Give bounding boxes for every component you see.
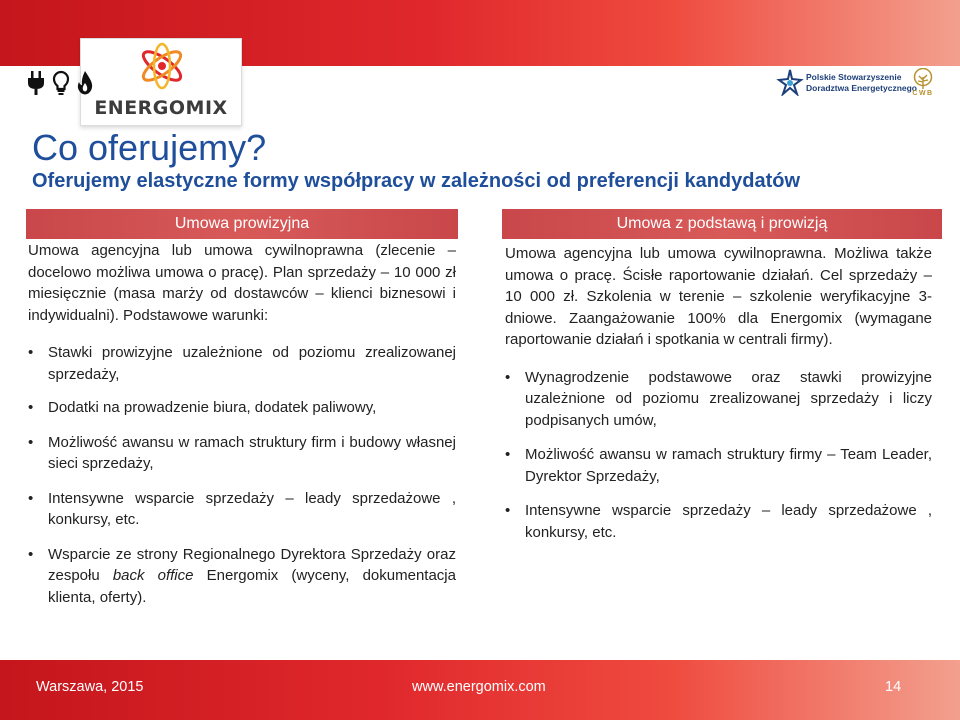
- right-column-body: [505, 243, 932, 556]
- psde-line2: Doradztwa Energetycznego: [806, 83, 917, 93]
- footer-location-date: Warszawa, 2015: [36, 679, 144, 695]
- energomix-logo[interactable]: [80, 38, 242, 126]
- psde-star-icon: [776, 68, 804, 96]
- psde-logo: [776, 68, 917, 98]
- right-bullet-3: • Intensywne wsparcie sprzedaży – leady sprzedażowe , konkursy, etc.: [505, 500, 932, 543]
- psde-line1: Polskie Stowarzyszenie: [806, 72, 902, 82]
- left-bullet-5-part2: Energomix (wyceny, dokumentacja klienta, oferty).: [48, 567, 456, 606]
- cwb-label: CWB: [912, 90, 934, 97]
- flame-icon: [76, 70, 94, 96]
- left-bullet-1: • Stawki prowizyjne uzależnione od poziomu zrealizowanej sprzedaży,: [28, 342, 456, 385]
- page-title: Co oferujemy?: [32, 127, 267, 168]
- left-bullet-2: • Dodatki na prowadzenie biura, dodatek paliwowy,: [28, 397, 456, 419]
- lightbulb-icon: [52, 70, 70, 96]
- right-bullet-list: [505, 367, 932, 544]
- footer-page-number: 14: [885, 679, 902, 695]
- cwb-logo: [906, 68, 940, 100]
- right-column-header: Umowa z podstawą i prowizją: [502, 209, 942, 239]
- left-bullet-3: • Możliwość awansu w ramach struktury firm i budowy własnej sieci sprzedaży,: [28, 432, 456, 475]
- left-bullet-list: [28, 342, 456, 608]
- left-bullet-5-part1: Wsparcie ze strony Regionalnego Dyrektora Sprzedaży oraz zespołu: [48, 545, 456, 584]
- left-intro: Umowa agencyjna lub umowa cywilnoprawna (zlecenie – docelowo możliwa umowa o pracę). Plan sprzedaży – 10 000 zł miesięcznie (masa marży od dostawców – klienci biznesowi i indywidualni). Podstawowe warunki:: [28, 242, 456, 324]
- orbit-atom-icon: [137, 41, 187, 91]
- utility-icons: [26, 68, 94, 98]
- tree-icon: [910, 68, 936, 90]
- left-column-body: [28, 240, 456, 621]
- right-intro: Umowa agencyjna lub umowa cywilnoprawna. Możliwa także umowa o pracę. Ścisłe raportowanie działań. Cel sprzedaży – 10 000 zł. Szkolenia w terenie – szkolenie weryfikacyjne 3-dniowe. Zaangażowanie 100% dla Energomix (wymagane raportowanie działań i spotkania w centrali firmy).: [505, 245, 932, 348]
- page-subtitle: Oferujemy elastyczne formy współpracy w zależności od preferencji kandydatów: [32, 170, 801, 192]
- plug-icon: [26, 70, 46, 96]
- left-bullet-5: [28, 544, 456, 609]
- right-bullet-1: • Wynagrodzenie podstawowe oraz stawki prowizyjne uzależnione od poziomu zrealizowanej sprzedaży i liczy podpisanych umów,: [505, 367, 932, 432]
- left-column-header: Umowa prowizyjna: [26, 209, 458, 239]
- left-bullet-5-italic: back office: [112, 567, 194, 584]
- logo-wordmark: ENERGOMIX: [94, 97, 228, 119]
- footer-website-link[interactable]: www.energomix.com: [412, 679, 546, 695]
- right-bullet-2: • Możliwość awansu w ramach struktury firmy – Team Leader, Dyrektor Sprzedaży,: [505, 444, 932, 487]
- left-bullet-4: • Intensywne wsparcie sprzedaży – leady sprzedażowe , konkursy, etc.: [28, 488, 456, 531]
